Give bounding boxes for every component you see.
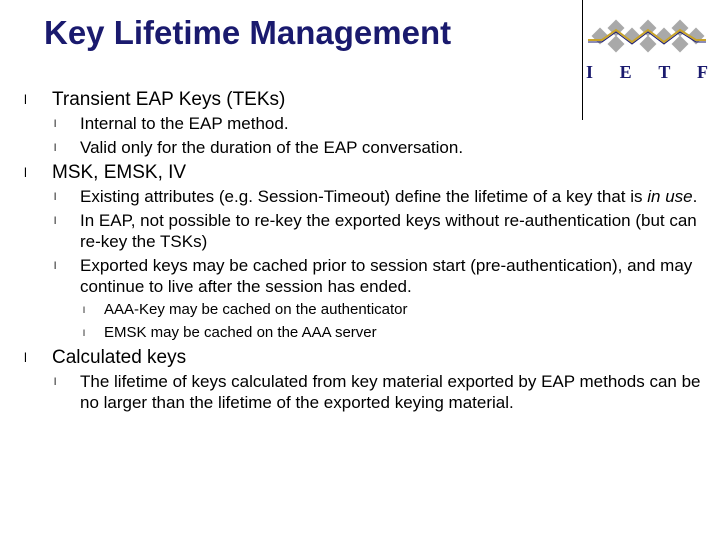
slide-title: Key Lifetime Management bbox=[44, 14, 452, 51]
bullet-icon: l bbox=[54, 192, 57, 203]
list-item bbox=[0, 346, 710, 369]
list-item bbox=[0, 186, 710, 207]
logo-letter: T bbox=[658, 62, 671, 82]
list-item-text: MSK, EMSK, IV bbox=[52, 162, 187, 183]
bullet-icon: l bbox=[54, 261, 57, 272]
list-item bbox=[0, 323, 710, 342]
list-item-text: The lifetime of keys calculated from key material exported by EAP methods can be no larger than the lifetime of the exported keying material. bbox=[80, 372, 701, 412]
emphasis-text: in use bbox=[647, 187, 693, 206]
list-item bbox=[0, 88, 710, 111]
logo-letter: I bbox=[586, 62, 594, 82]
list-item-text: AAA-Key may be cached on the authenticator bbox=[104, 301, 408, 318]
slide-body bbox=[0, 88, 710, 416]
bullet-icon: l bbox=[54, 119, 57, 130]
list-item-text: Exported keys may be cached prior to session start (pre-authentication), and may continue to live after the session has ended. bbox=[80, 256, 693, 296]
list-item bbox=[0, 113, 710, 134]
list-item bbox=[0, 210, 710, 252]
list-item-text: . bbox=[692, 187, 698, 206]
list-item-text: EMSK may be cached on the AAA server bbox=[104, 324, 377, 341]
list-item bbox=[0, 255, 710, 297]
ietf-letters bbox=[586, 62, 708, 83]
bullet-icon: l bbox=[54, 377, 57, 388]
list-item-text: In EAP, not possible to re-key the exported keys without re-authentication (but can re-key the TSKs) bbox=[80, 211, 697, 251]
list-item-text: Transient EAP Keys (TEKs) bbox=[52, 89, 286, 110]
list-item bbox=[0, 371, 710, 413]
list-item bbox=[0, 300, 710, 319]
list-item-text: Valid only for the duration of the EAP conversation. bbox=[80, 138, 464, 157]
bullet-icon: l bbox=[24, 92, 27, 107]
list-item-text: Internal to the EAP method. bbox=[80, 114, 289, 133]
bullet-icon: l bbox=[54, 216, 57, 227]
list-item bbox=[0, 137, 710, 158]
bullet-icon: l bbox=[24, 165, 27, 180]
bullet-icon: l bbox=[83, 305, 85, 315]
bullet-icon: l bbox=[83, 328, 85, 338]
bullet-icon: l bbox=[24, 350, 27, 365]
list-item-text: Calculated keys bbox=[52, 347, 187, 368]
logo-letter: E bbox=[619, 62, 632, 82]
list-item-text: Existing attributes (e.g. Session-Timeout) define the lifetime of a key that is bbox=[80, 187, 648, 206]
list-item bbox=[0, 161, 710, 184]
logo-letter: F bbox=[696, 62, 708, 82]
bullet-icon: l bbox=[54, 143, 57, 154]
